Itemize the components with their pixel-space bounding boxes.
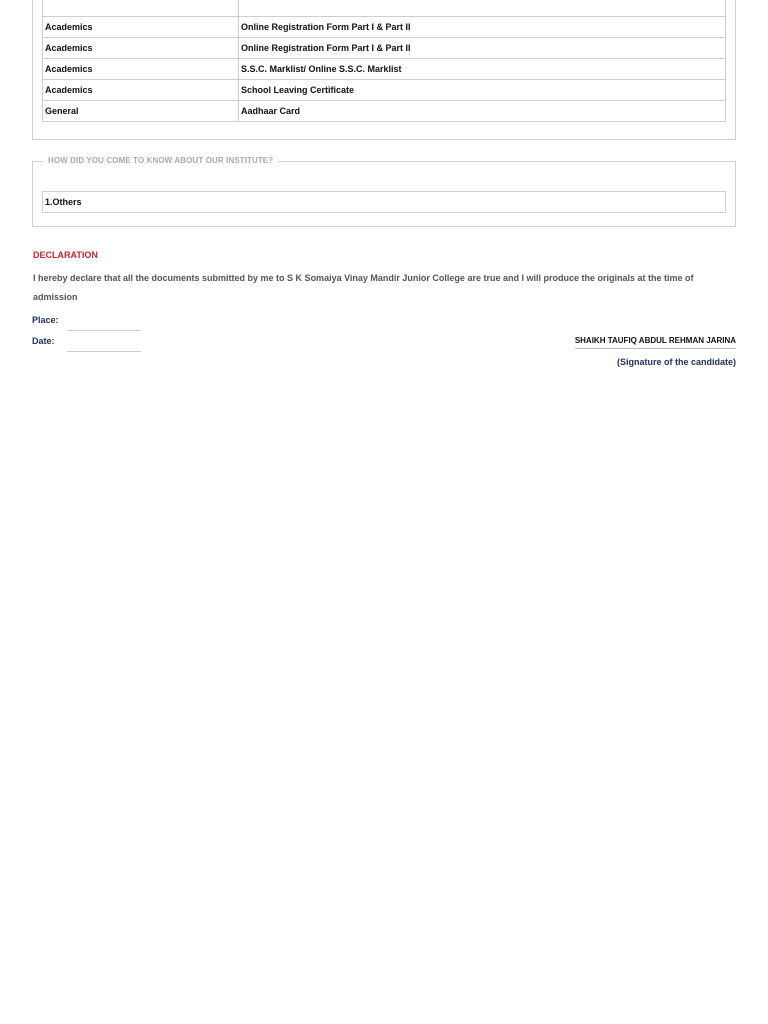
table-row-partial (43, 0, 726, 16)
place-label: Place: (32, 315, 59, 325)
signature-caption: (Signature of the candidate) (616, 357, 736, 367)
table-row (43, 37, 726, 58)
declaration-title: DECLARATION (33, 250, 98, 260)
document-category: Academics (43, 37, 239, 58)
document-category: Academics (43, 79, 239, 100)
document-name: Aadhaar Card (239, 100, 726, 121)
document-category: Academics (43, 58, 239, 79)
table-row (43, 16, 726, 37)
place-line (67, 330, 141, 331)
document-name: School Leaving Certificate (239, 79, 726, 100)
table-row (43, 100, 726, 121)
document-category: General (43, 100, 239, 121)
document-category: Academics (43, 16, 239, 37)
institute-source-answer: 1.Others (42, 191, 726, 213)
institute-source-legend: HOW DID YOU COME TO KNOW ABOUT OUR INSTITUTE? (43, 155, 278, 167)
date-label: Date: (32, 336, 55, 346)
table-row (43, 79, 726, 100)
candidate-name: SHAIKH TAUFIQ ABDUL REHMAN JARINA (575, 336, 736, 349)
document-name: S.S.C. Marklist/ Online S.S.C. Marklist (239, 58, 726, 79)
table-row (43, 58, 726, 79)
documents-table (42, 0, 726, 122)
declaration-text: I hereby declare that all the documents submitted by me to S K Somaiya Vinay Mandir Junior College are true and I will produce the originals at the time of admission (33, 273, 694, 302)
document-name: Online Registration Form Part I & Part II (239, 16, 726, 37)
document-name: Online Registration Form Part I & Part II (239, 37, 726, 58)
date-line (67, 351, 141, 352)
